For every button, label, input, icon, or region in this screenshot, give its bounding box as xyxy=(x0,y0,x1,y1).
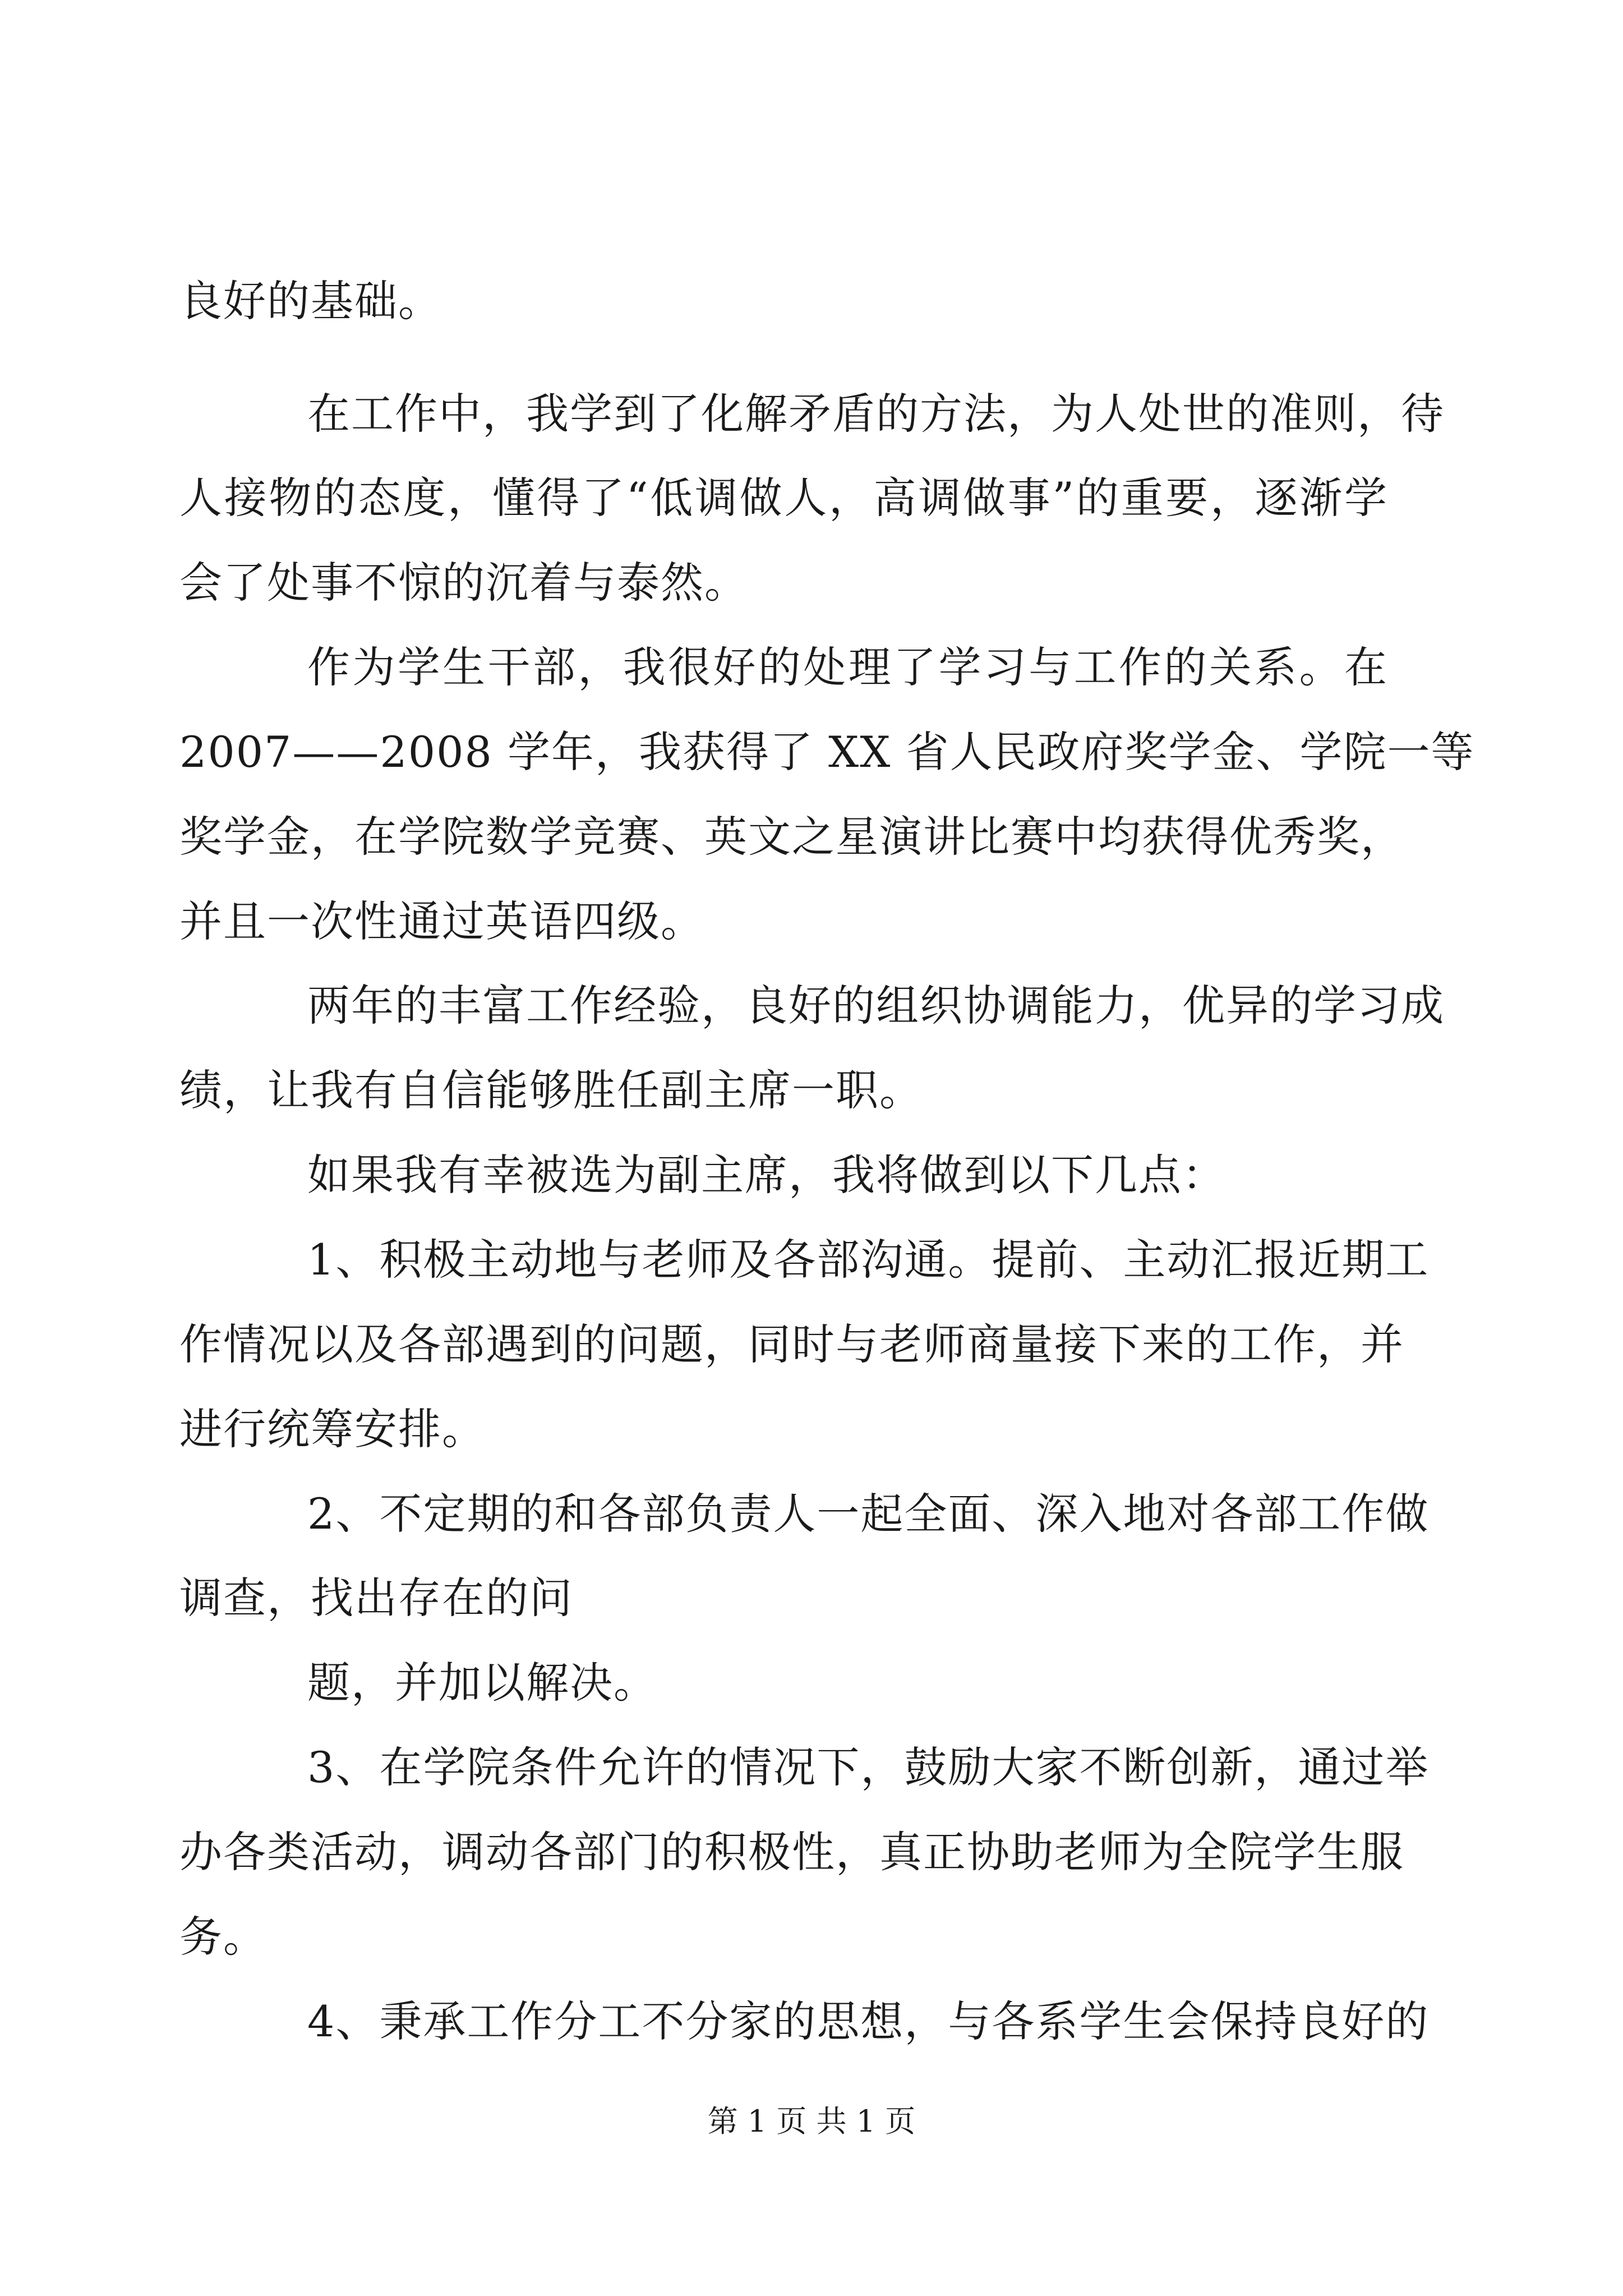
text-line-2: 在工作中，我学到了化解矛盾的方法，为人处世的准则，待 xyxy=(307,389,1445,439)
text-line-17: 题，并加以解决。 xyxy=(307,1658,657,1708)
text-line-7: 奖学金，在学院数学竞赛、英文之星演讲比赛中均获得优秀奖， xyxy=(179,812,1404,862)
text-line-12: 1、积极主动地与老师及各部沟通。提前、主动汇报近期工 xyxy=(307,1235,1430,1285)
text-line-11: 如果我有幸被选为副主席，我将做到以下几点： xyxy=(307,1150,1226,1200)
text-line-18: 3、在学院条件允许的情况下，鼓励大家不断创新，通过举 xyxy=(307,1742,1430,1792)
text-line-1: 良好的基础。 xyxy=(179,276,442,326)
text-line-19: 办各类活动，调动各部门的积极性，真正协助老师为全院学生服 xyxy=(179,1827,1404,1877)
text-line-21: 4、秉承工作分工不分家的思想，与各系学生会保持良好的 xyxy=(307,1996,1430,2046)
text-line-15: 2、不定期的和各部负责人一起全面、深入地对各部工作做 xyxy=(307,1489,1430,1539)
page-number-footer: 第 1 页 共 1 页 xyxy=(707,2104,916,2139)
text-line-4: 会了处事不惊的沉着与泰然。 xyxy=(179,558,748,608)
text-line-8: 并且一次性通过英语四级。 xyxy=(179,896,704,946)
text-line-14: 进行统筹安排。 xyxy=(179,1404,486,1454)
text-line-13: 作情况以及各部遇到的问题，同时与老师商量接下来的工作，并 xyxy=(179,1319,1404,1369)
text-line-3: 人接物的态度，懂得了“低调做人，高调做事”的重要，逐渐学 xyxy=(179,473,1388,523)
text-line-9: 两年的丰富工作经验，良好的组织协调能力，优异的学习成 xyxy=(307,981,1445,1030)
text-line-16: 调查，找出存在的问 xyxy=(179,1573,573,1623)
text-line-20: 务。 xyxy=(179,1912,267,1962)
text-line-10: 绩，让我有自信能够胜任副主席一职。 xyxy=(179,1065,923,1115)
text-line-5: 作为学生干部，我很好的处理了学习与工作的关系。在 xyxy=(307,642,1388,692)
text-line-6: 2007——2008 学年，我获得了 XX 省人民政府奖学金、学院一等 xyxy=(179,727,1475,777)
